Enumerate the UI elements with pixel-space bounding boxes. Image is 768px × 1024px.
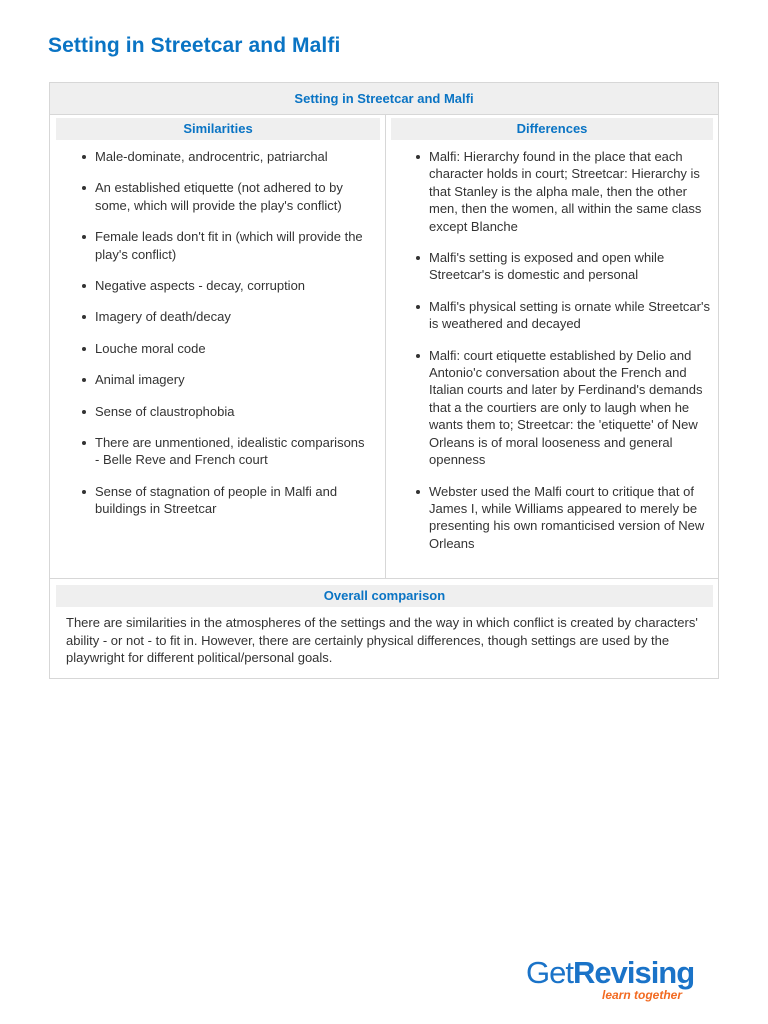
similarities-column (50, 114, 386, 578)
similarities-heading: Similarities (56, 118, 380, 140)
page-title: Setting in Streetcar and Malfi (48, 34, 341, 57)
getrevising-logo[interactable] (526, 956, 726, 1006)
list-item: Animal imagery (95, 371, 365, 388)
overall-comparison-text: There are similarities in the atmospheres of the settings and the way in which conflict is created by characters' ability - or not - to fit in. However, there are certainly physical differences, though settings are used by the playwright for different political/personal goals. (66, 615, 698, 666)
list-item: Webster used the Malfi court to critique that of James I, while Williams appeared to merely be presenting his own romanticised version of New Orleans (429, 483, 714, 553)
comparison-columns (50, 114, 718, 579)
table-header: Setting in Streetcar and Malfi (50, 83, 718, 115)
list-item: Imagery of death/decay (95, 308, 365, 325)
overall-comparison (50, 579, 718, 667)
list-item: Negative aspects - decay, corruption (95, 277, 365, 294)
list-item: Sense of claustrophobia (95, 403, 365, 420)
similarities-list (95, 148, 365, 518)
list-item: Louche moral code (95, 340, 365, 357)
differences-heading: Differences (391, 118, 713, 140)
differences-list (429, 148, 714, 552)
list-item: Malfi: court etiquette established by Delio and Antonio'c conversation about the French and Italian courts and later by Ferdinand's demands that a the courtiers are only to laugh when he wants them to; Streetcar: the 'etiquette' of New Orleans is of moral looseness and general openness (429, 347, 714, 469)
logo-tagline: learn together (602, 988, 683, 1002)
logo-word-get: Get (526, 955, 573, 990)
list-item: Malfi: Hierarchy found in the place that each character holds in court; Streetcar: Hierarchy is that Stanley is the alpha male, then the other men, then the women, all within the same class except Blanche (429, 148, 714, 235)
list-item: Male-dominate, androcentric, patriarchal (95, 148, 365, 165)
list-item: Malfi's setting is exposed and open while Streetcar's is domestic and personal (429, 249, 714, 284)
list-item: Female leads don't fit in (which will provide the play's conflict) (95, 228, 365, 263)
comparison-table (49, 82, 719, 679)
list-item: There are unmentioned, idealistic comparisons - Belle Reve and French court (95, 435, 365, 468)
list-item: Malfi's physical setting is ornate while Streetcar's is weathered and decayed (429, 298, 714, 333)
list-item: Sense of stagnation of people in Malfi and buildings in Streetcar (95, 483, 365, 518)
differences-column (386, 114, 718, 578)
overall-comparison-heading: Overall comparison (56, 585, 713, 607)
logo-word-revising: Revising (572, 955, 695, 990)
logo-wordmark (526, 956, 694, 990)
list-item: An established etiquette (not adhered to by some, which will provide the play's conflict) (95, 179, 365, 214)
